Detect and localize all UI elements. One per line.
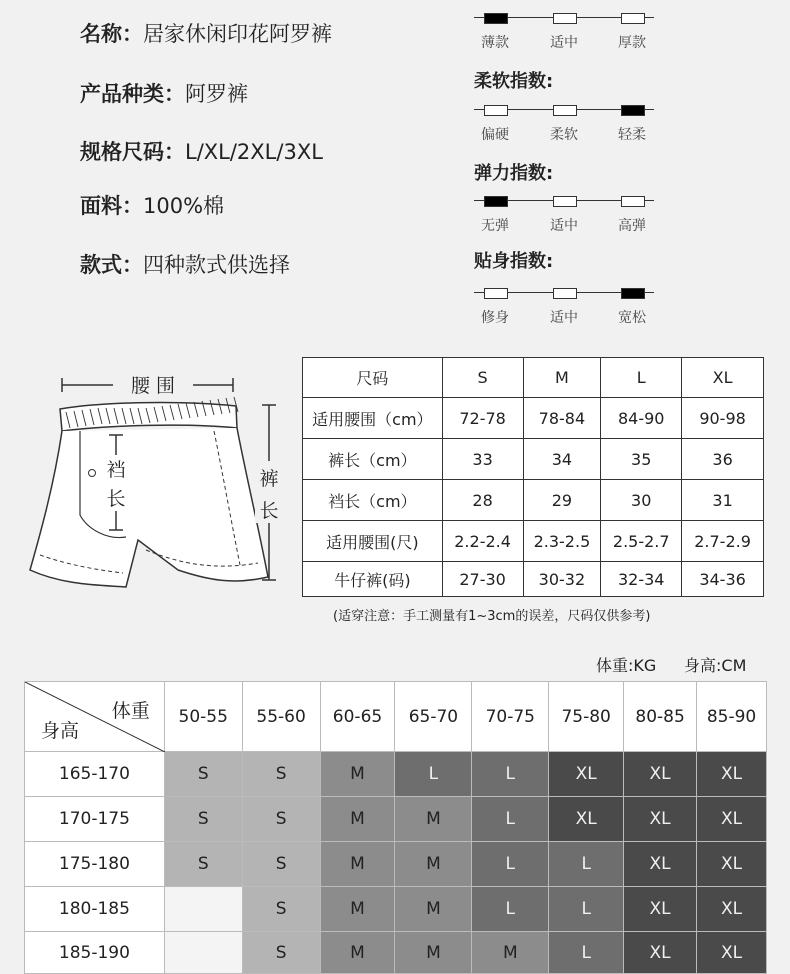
waist-label: 腰 围	[130, 375, 176, 397]
slider-mark-2	[621, 13, 645, 24]
size-cell: M	[320, 752, 395, 797]
size-cell: M	[395, 932, 472, 974]
size-cell: S	[164, 752, 242, 797]
size-cell: S	[242, 887, 320, 932]
size-cell	[164, 932, 242, 974]
size-cell: XL	[697, 797, 767, 842]
height-cell: 175-180	[25, 842, 165, 887]
table-row: 适用腰围(尺) 2.2-2.4 2.3-2.5 2.5-2.7 2.7-2.9	[303, 521, 764, 562]
size-cell: M	[320, 842, 395, 887]
size-cell: XL	[697, 842, 767, 887]
height-cell: 180-185	[25, 887, 165, 932]
elasticity-title: 弹力指数:	[474, 163, 554, 184]
height-cell: 170-175	[25, 797, 165, 842]
table-row: 适用腰围（cm） 72-78 78-84 84-90 90-98	[303, 398, 764, 439]
length-label-1: 裤	[259, 468, 279, 490]
table-row	[25, 842, 767, 887]
size-cell: S	[164, 842, 242, 887]
size-cell: L	[395, 752, 472, 797]
size-cell: L	[472, 842, 549, 887]
weight-unit: 体重:KG	[596, 656, 657, 675]
size-cell: M	[320, 932, 395, 974]
fit-title: 贴身指数:	[474, 251, 554, 272]
height-unit: 身高:CM	[684, 656, 747, 675]
softness-slider	[474, 100, 654, 120]
table-row	[25, 752, 767, 797]
size-cell: S	[242, 752, 320, 797]
size-cell: XL	[549, 797, 624, 842]
table-row	[25, 797, 767, 842]
size-cell: XL	[549, 752, 624, 797]
table-row: 牛仔裤(码) 27-30 30-32 32-34 34-36	[303, 562, 764, 597]
fit-guide-table	[24, 681, 767, 974]
size-cell: M	[395, 842, 472, 887]
slider-mark-1	[553, 13, 577, 24]
elasticity-slider	[474, 191, 654, 211]
size-table-header: 尺码 S M L XL	[303, 358, 764, 398]
size-cell: L	[549, 887, 624, 932]
size-cell: M	[472, 932, 549, 974]
rise-label-1: 裆	[106, 459, 126, 481]
spec-name: 名称：居家休闲印花阿罗裤	[80, 22, 332, 46]
thickness-slider	[474, 8, 654, 28]
size-cell: XL	[624, 887, 697, 932]
size-cell: XL	[624, 752, 697, 797]
rise-label-2: 长	[106, 488, 126, 510]
height-cell: 165-170	[25, 752, 165, 797]
fit-guide-header: 体重 身高 50-55 55-60 60-65 65-70 70-75 75-80 80-85 85-90	[25, 682, 767, 752]
size-cell: M	[320, 887, 395, 932]
table-row: 裤长（cm） 33 34 35 36	[303, 439, 764, 480]
size-cell: M	[320, 797, 395, 842]
spec-fabric: 面料：100%棉	[80, 194, 225, 218]
shorts-diagram	[18, 365, 298, 605]
height-cell: 185-190	[25, 932, 165, 974]
size-cell: XL	[697, 932, 767, 974]
table-row: 裆长（cm） 28 29 30 31	[303, 480, 764, 521]
size-cell: L	[472, 752, 549, 797]
spec-style: 款式：四种款式供选择	[80, 253, 290, 277]
size-cell: XL	[624, 932, 697, 974]
table-row	[25, 887, 767, 932]
size-cell: XL	[697, 752, 767, 797]
size-cell: L	[549, 932, 624, 974]
size-cell: S	[164, 797, 242, 842]
size-cell: XL	[624, 797, 697, 842]
corner-cell: 体重 身高	[25, 682, 165, 752]
spec-sizes: 规格尺码：L/XL/2XL/3XL	[80, 140, 323, 164]
size-cell: S	[242, 932, 320, 974]
measurement-note: (适穿注意：手工测量有1~3cm的误差，尺码仅供参考)	[333, 609, 651, 624]
size-table	[302, 357, 764, 597]
size-cell: L	[472, 797, 549, 842]
size-cell: XL	[697, 887, 767, 932]
slider-mark-0	[484, 13, 508, 24]
spec-category: 产品种类：阿罗裤	[80, 82, 248, 106]
softness-title: 柔软指数:	[474, 71, 554, 92]
length-label-2: 长	[259, 500, 279, 522]
size-cell: M	[395, 887, 472, 932]
table-row	[25, 932, 767, 974]
size-cell: M	[395, 797, 472, 842]
size-cell: L	[549, 842, 624, 887]
size-cell: XL	[624, 842, 697, 887]
size-cell: S	[242, 797, 320, 842]
size-cell: L	[472, 887, 549, 932]
fit-slider	[474, 283, 654, 303]
size-cell	[164, 887, 242, 932]
size-cell: S	[242, 842, 320, 887]
